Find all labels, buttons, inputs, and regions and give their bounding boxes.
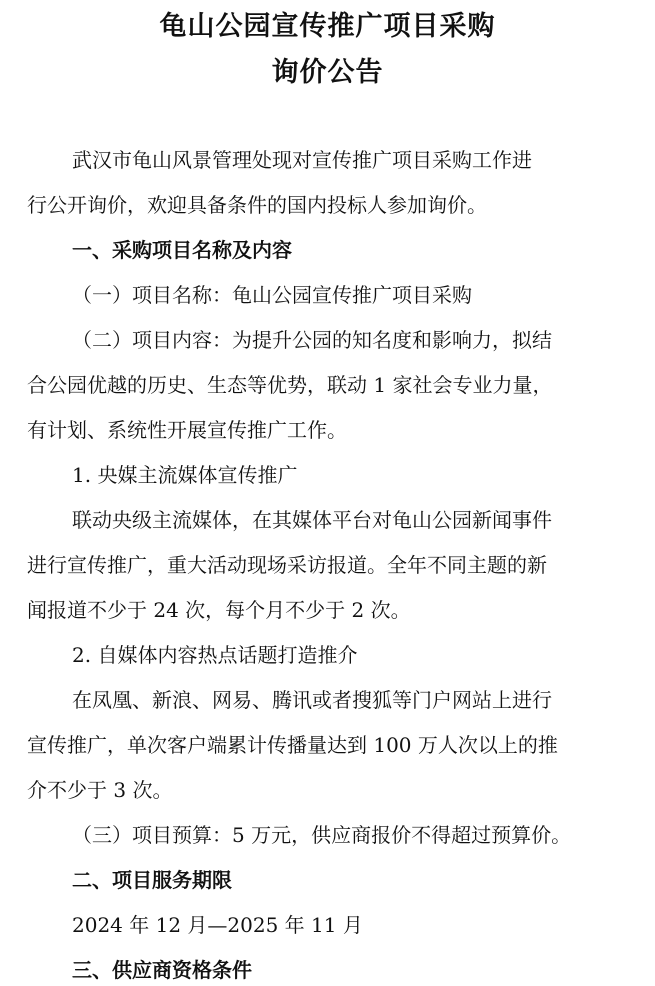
item-1-project-name: （一）项目名称：龟山公园宣传推广项目采购 (72, 283, 472, 307)
item-2-line-3: 有计划、系统性开展宣传推广工作。 (27, 418, 347, 442)
subsection-2-line-2: 宣传推广，单次客户端累计传播量达到 100 万人次以上的推 (27, 733, 558, 757)
section-1-heading: 一、采购项目名称及内容 (72, 238, 292, 262)
subsection-1-line-3: 闻报道不少于 24 次，每个月不少于 2 次。 (27, 598, 411, 622)
section-2-heading: 二、项目服务期限 (72, 868, 232, 892)
subsection-2-heading: 2. 自媒体内容热点话题打造推介 (72, 643, 358, 667)
subsection-1-line-1: 联动央级主流媒体，在其媒体平台对龟山公园新闻事件 (72, 508, 552, 532)
service-period-text: 2024 年 12 月—2025 年 11 月 (72, 913, 363, 937)
document-title-line-1: 龟山公园宣传推广项目采购 (159, 11, 496, 42)
subsection-2-line-1: 在凤凰、新浪、网易、腾讯或者搜狐等门户网站上进行 (72, 688, 552, 712)
item-3-budget: （三）项目预算：5 万元，供应商报价不得超过预算价。 (72, 823, 572, 847)
section-3-heading: 三、供应商资格条件 (72, 958, 252, 982)
subsection-2-line-3: 介不少于 3 次。 (27, 778, 173, 802)
intro-paragraph-line-2: 行公开询价，欢迎具备条件的国内投标人参加询价。 (27, 193, 487, 217)
subsection-1-heading: 1. 央媒主流媒体宣传推广 (72, 463, 298, 487)
subsection-1-line-2: 进行宣传推广，重大活动现场采访报道。全年不同主题的新 (27, 553, 547, 577)
intro-paragraph-line-1: 武汉市龟山风景管理处现对宣传推广项目采购工作进 (72, 148, 532, 172)
document-title-line-2: 询价公告 (271, 57, 384, 88)
item-2-line-1: （二）项目内容：为提升公园的知名度和影响力，拟结 (72, 328, 552, 352)
item-2-line-2: 合公园优越的历史、生态等优势，联动 1 家社会专业力量， (27, 373, 553, 397)
